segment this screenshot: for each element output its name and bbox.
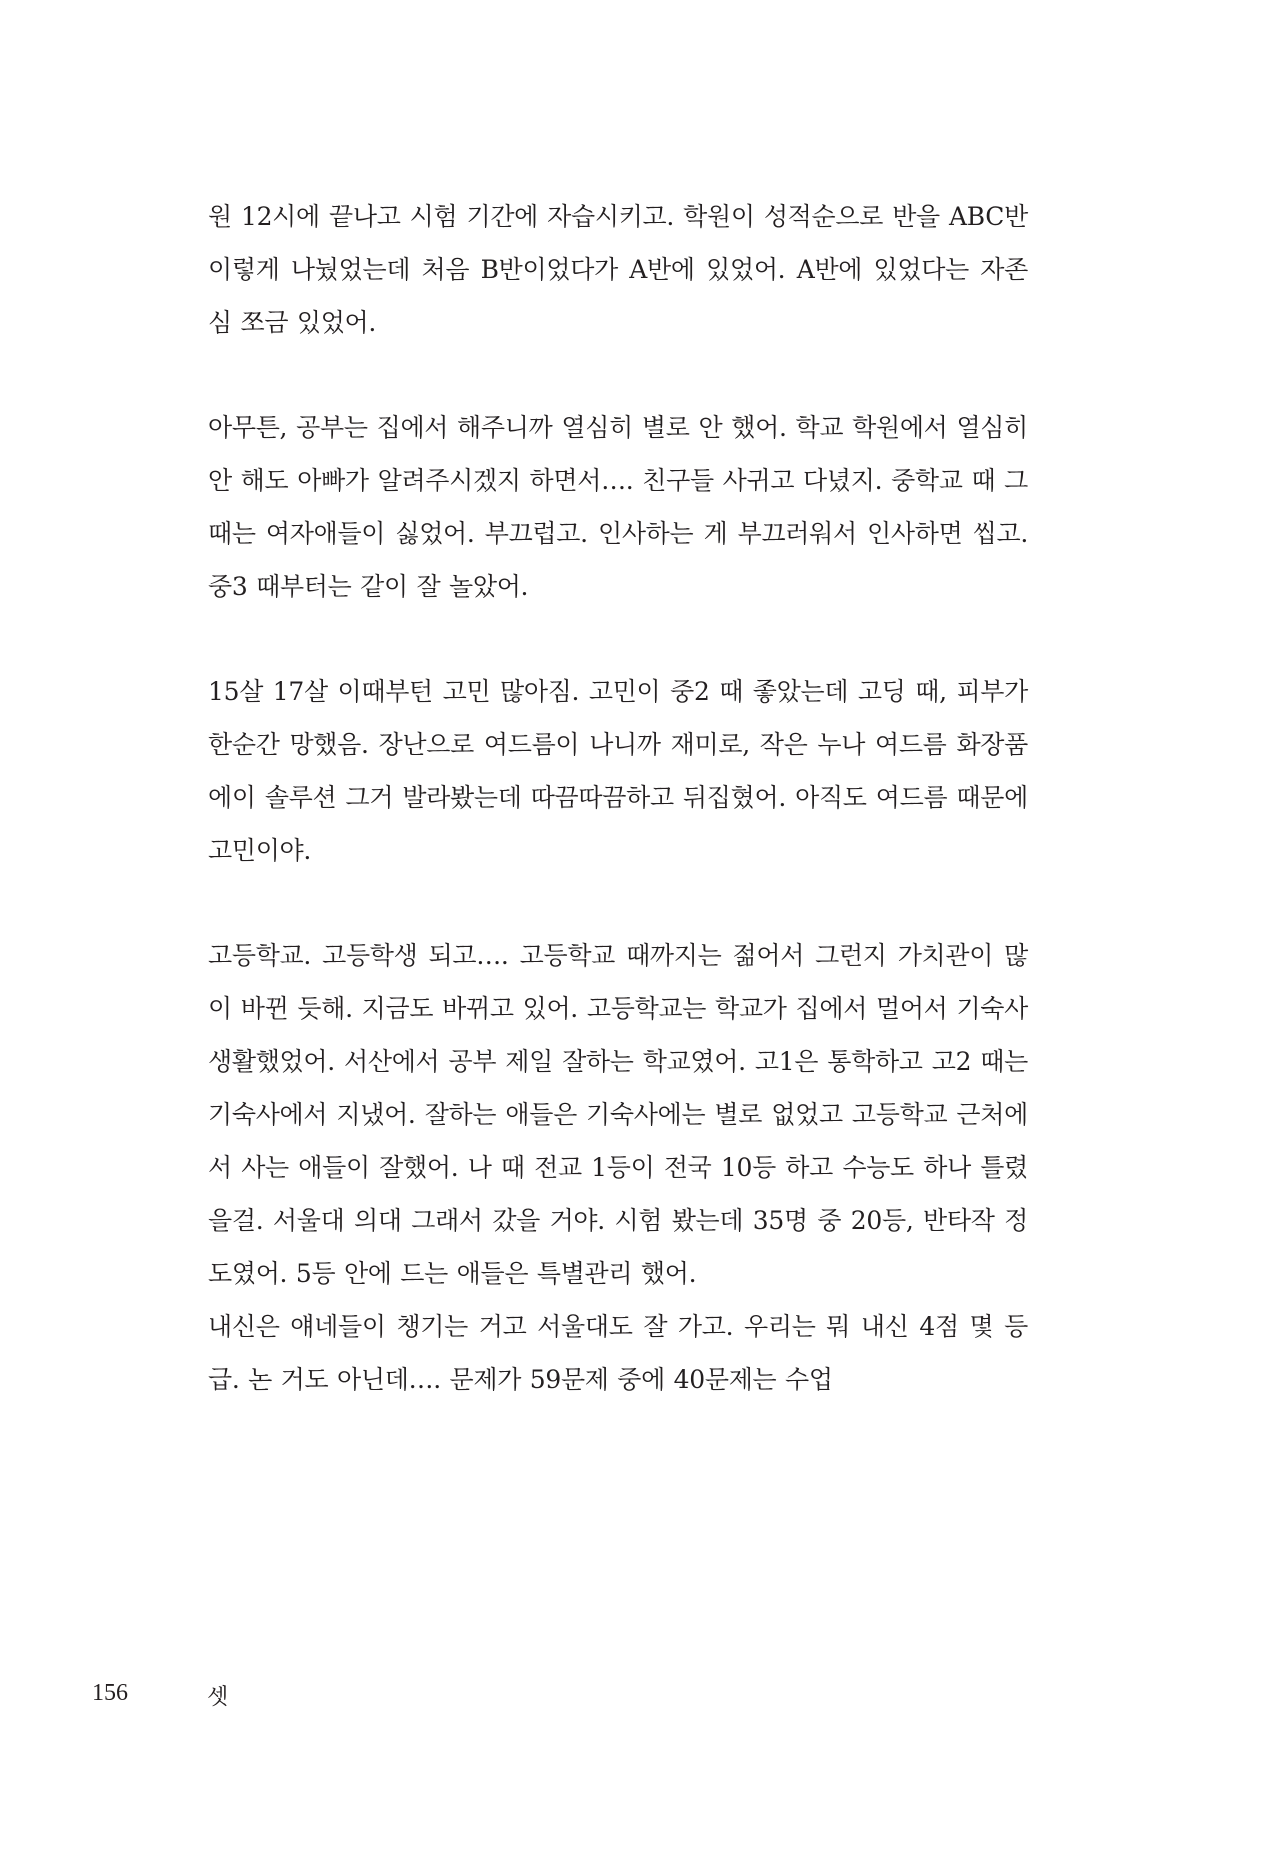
body-text [208, 190, 1028, 1406]
paragraph-4: 고등학교. 고등학생 되고…. 고등학교 때까지는 젊어서 그런지 가치관이 많이 바뀐 듯해. 지금도 바뀌고 있어. 고등학교는 학교가 집에서 멀어서 기숙사 생활했었어. 서산에서 공부 제일 잘하는 학교였어. 고1은 통학하고 고2 때는 기숙사에서 지냈어. 잘하는 애들은 기숙사에는 별로 없었고 고등학교 근처에서 사는 애들이 잘했어. 나 때 전교 1등이 전국 10등 하고 수능도 하나 틀렸을걸. 서울대 의대 그래서 갔을 거야. 시험 봤는데 35명 중 20등, 반타작 정도였어. 5등 안에 드는 애들은 특별관리 했어. [208, 941, 1028, 1288]
chapter-label: 셋 [207, 1685, 229, 1710]
paragraph-1: 원 12시에 끝나고 시험 기간에 자습시키고. 학원이 성적순으로 반을 ABC반 이렇게 나눴었는데 처음 B반이었다가 A반에 있었어. A반에 있었다는 자존심 쪼금 있었어. [208, 202, 1028, 337]
paragraph-5: 내신은 얘네들이 챙기는 거고 서울대도 잘 가고. 우리는 뭐 내신 4점 몇 등급. 논 거도 아닌데…. 문제가 59문제 중에 40문제는 수업 [208, 1312, 1028, 1394]
page-footer [0, 1680, 1280, 1720]
paragraph-3: 15살 17살 이때부턴 고민 많아짐. 고민이 중2 때 좋았는데 고딩 때, 피부가 한순간 망했음. 장난으로 여드름이 나니까 재미로, 작은 누나 여드름 화장품 에이 솔루션 그거 발라봤는데 따끔따끔하고 뒤집혔어. 아직도 여드름 때문에 고민이야. [208, 677, 1028, 865]
page-number: 156 [92, 1680, 128, 1706]
paragraph-2: 아무튼, 공부는 집에서 해주니까 열심히 별로 안 했어. 학교 학원에서 열심히 안 해도 아빠가 알려주시겠지 하면서…. 친구들 사귀고 다녔지. 중학교 때 그때는 여자애들이 싫었어. 부끄럽고. 인사하는 게 부끄러워서 인사하면 씹고. 중3 때부터는 같이 잘 놀았어. [208, 413, 1028, 601]
